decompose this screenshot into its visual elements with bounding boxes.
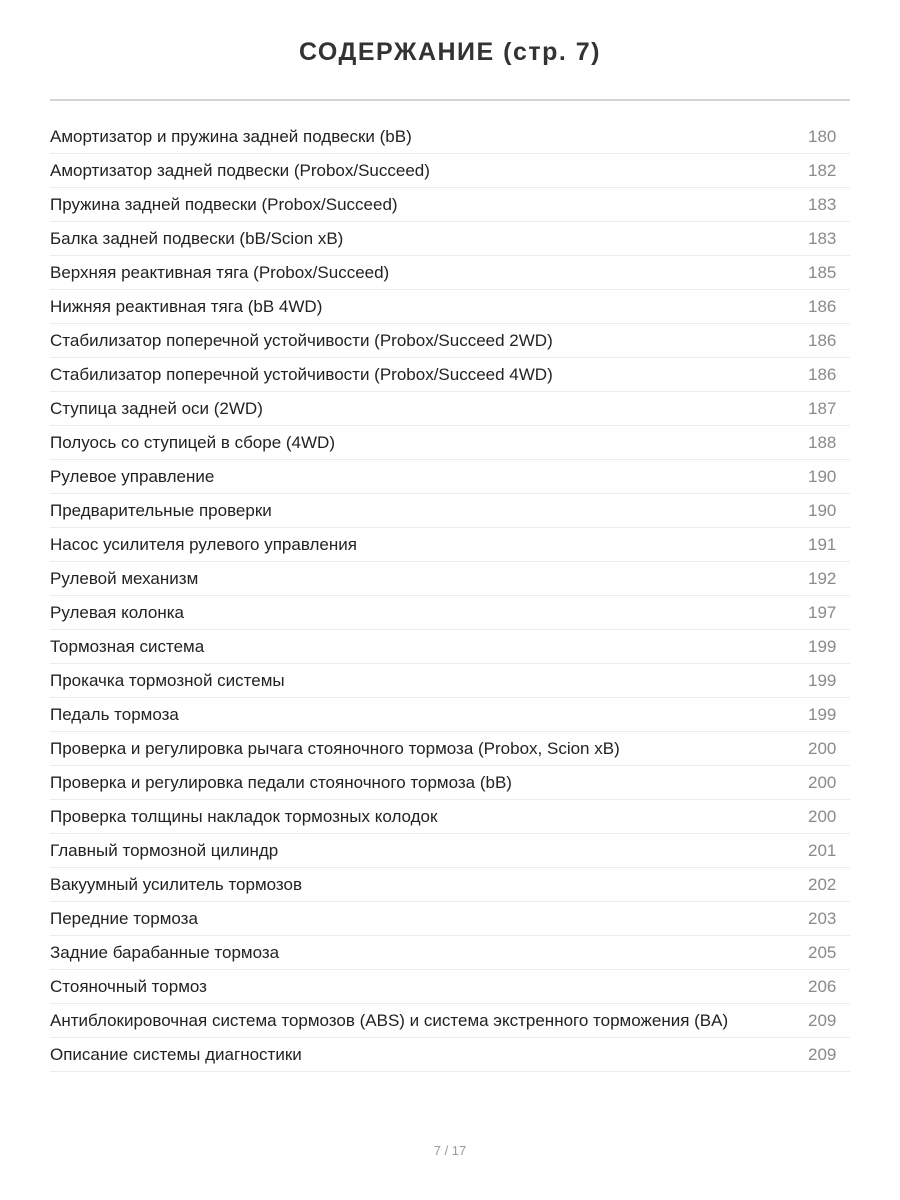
page-title: СОДЕРЖАНИЕ (стр. 7): [298, 38, 602, 66]
toc-entry-page: 183: [808, 228, 837, 248]
toc-row[interactable]: [50, 528, 850, 562]
toc-row[interactable]: [50, 256, 850, 290]
toc-list: [50, 120, 850, 1072]
toc-row[interactable]: [50, 936, 850, 970]
toc-entry-label: Насос усилителя рулевого управления: [50, 534, 357, 554]
toc-entry-label: Вакуумный усилитель тормозов: [50, 874, 302, 894]
toc-entry-page: 180: [808, 126, 837, 146]
toc-entry-page: 206: [808, 976, 837, 996]
toc-row[interactable]: [50, 290, 850, 324]
toc-row[interactable]: [50, 1038, 850, 1072]
toc-entry-label: Амортизатор и пружина задней подвески (bB): [50, 126, 412, 146]
toc-entry-page: 190: [808, 466, 837, 486]
toc-entry-label: Проверка толщины накладок тормозных колодок: [50, 806, 438, 826]
toc-row[interactable]: [50, 188, 850, 222]
toc-row[interactable]: [50, 766, 850, 800]
toc-entry-label: Антиблокировочная система тормозов (ABS) и система экстренного торможения (BA): [50, 1010, 729, 1030]
toc-entry-label: Ступица задней оси (2WD): [50, 398, 263, 418]
toc-row[interactable]: [50, 154, 850, 188]
toc-row[interactable]: [50, 596, 850, 630]
toc-row[interactable]: [50, 1004, 850, 1038]
toc-entry-page: 199: [808, 636, 837, 656]
toc-entry-label: Стабилизатор поперечной устойчивости (Probox/Succeed 4WD): [50, 364, 553, 384]
toc-entry-label: Предварительные проверки: [50, 500, 272, 520]
toc-row[interactable]: [50, 834, 850, 868]
page-number: 7 / 17: [433, 1143, 467, 1158]
toc-entry-page: 197: [808, 602, 837, 622]
toc-row[interactable]: [50, 800, 850, 834]
toc-entry-page: 191: [808, 534, 837, 554]
toc-row[interactable]: [50, 902, 850, 936]
toc-entry-label: Задние барабанные тормоза: [50, 942, 280, 962]
toc-entry-page: 202: [808, 874, 837, 894]
toc-entry-page: 209: [808, 1010, 837, 1030]
toc-row[interactable]: [50, 970, 850, 1004]
toc-entry-page: 205: [808, 942, 837, 962]
toc-entry-label: Амортизатор задней подвески (Probox/Succeed): [50, 160, 430, 180]
toc-row[interactable]: [50, 358, 850, 392]
toc-row[interactable]: [50, 562, 850, 596]
toc-entry-label: Описание системы диагностики: [50, 1044, 302, 1064]
toc-entry-page: 200: [808, 806, 837, 826]
toc-entry-page: 201: [808, 840, 837, 860]
toc-row[interactable]: [50, 120, 850, 154]
toc-entry-label: Главный тормозной цилиндр: [50, 840, 279, 860]
toc-entry-label: Полуось со ступицей в сборе (4WD): [50, 432, 335, 452]
toc-entry-label: Пружина задней подвески (Probox/Succeed): [50, 194, 398, 214]
toc-entry-label: Тормозная система: [50, 636, 205, 656]
toc-entry-page: 190: [808, 500, 837, 520]
toc-row[interactable]: [50, 222, 850, 256]
title-divider: [50, 99, 850, 101]
toc-entry-page: 182: [808, 160, 837, 180]
toc-row[interactable]: [50, 324, 850, 358]
toc-entry-label: Балка задней подвески (bB/Scion xB): [50, 228, 344, 248]
toc-row[interactable]: [50, 392, 850, 426]
toc-entry-label: Рулевое управление: [50, 466, 215, 486]
toc-row[interactable]: [50, 868, 850, 902]
toc-entry-label: Проверка и регулировка педали стояночного тормоза (bB): [50, 772, 512, 792]
toc-row[interactable]: [50, 630, 850, 664]
toc-entry-page: 200: [808, 772, 837, 792]
toc-row[interactable]: [50, 426, 850, 460]
toc-entry-page: 183: [808, 194, 837, 214]
toc-row[interactable]: [50, 460, 850, 494]
toc-entry-page: 199: [808, 704, 837, 724]
toc-row[interactable]: [50, 664, 850, 698]
toc-entry-label: Рулевая колонка: [50, 602, 184, 622]
toc-entry-page: 186: [808, 296, 837, 316]
toc-entry-page: 203: [808, 908, 837, 928]
toc-entry-page: 188: [808, 432, 837, 452]
toc-entry-label: Нижняя реактивная тяга (bB 4WD): [50, 296, 323, 316]
toc-entry-label: Педаль тормоза: [50, 704, 179, 724]
toc-entry-page: 187: [808, 398, 837, 418]
toc-row[interactable]: [50, 732, 850, 766]
toc-entry-page: 185: [808, 262, 837, 282]
toc-entry-label: Рулевой механизм: [50, 568, 199, 588]
toc-entry-label: Стабилизатор поперечной устойчивости (Probox/Succeed 2WD): [50, 330, 553, 350]
toc-entry-page: 199: [808, 670, 837, 690]
toc-entry-page: 186: [808, 330, 837, 350]
toc-entry-page: 192: [808, 568, 837, 588]
toc-entry-page: 200: [808, 738, 837, 758]
toc-entry-label: Прокачка тормозной системы: [50, 670, 285, 690]
toc-entry-label: Проверка и регулировка рычага стояночного тормоза (Probox, Scion xB): [50, 738, 620, 758]
toc-entry-label: Стояночный тормоз: [50, 976, 207, 996]
toc-entry-page: 209: [808, 1044, 837, 1064]
toc-row[interactable]: [50, 494, 850, 528]
toc-entry-label: Передние тормоза: [50, 908, 198, 928]
toc-entry-label: Верхняя реактивная тяга (Probox/Succeed): [50, 262, 390, 282]
toc-row[interactable]: [50, 698, 850, 732]
toc-entry-page: 186: [808, 364, 837, 384]
